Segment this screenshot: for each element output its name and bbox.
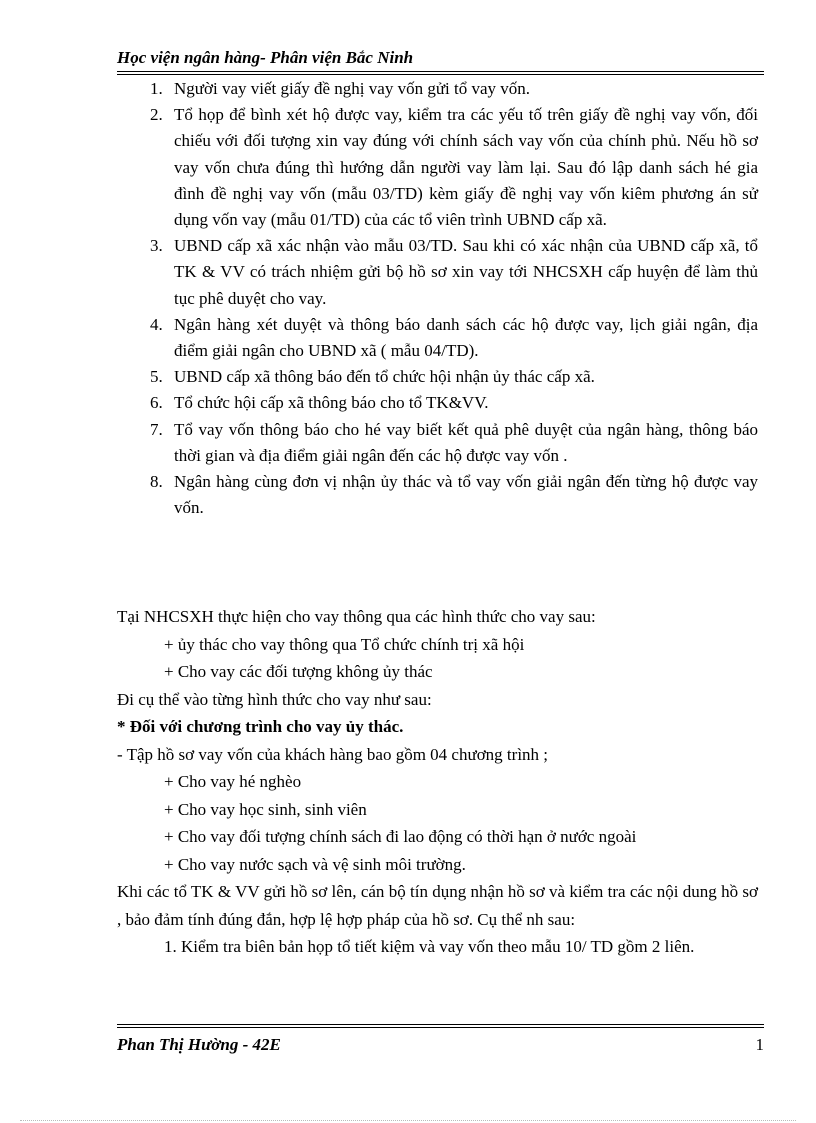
program-item: + Cho vay đối tượng chính sách đi lao động có thời hạn ở nước ngoài [164, 827, 637, 846]
header-title: Học viện ngân hàng- Phân viện Bắc Ninh [117, 48, 414, 67]
program-item: + Cho vay học sinh, sinh viên [164, 799, 367, 819]
step-item [117, 76, 758, 102]
step-number: 8. [150, 472, 163, 492]
step-text: Tổ chức hội cấp xã thông báo cho tổ TK&VV. [174, 393, 489, 413]
step-text: Người vay viết giấy đề nghị vay vốn gửi tổ vay vốn. [174, 79, 531, 98]
section-heading: * Đối với chương trình cho vay ủy thác. [117, 717, 404, 736]
step-number: 5. [150, 367, 163, 387]
form-item: + ủy thác cho vay thông qua Tổ chức chính trị xã hội [164, 634, 525, 654]
program-item: + Cho vay hé nghèo [164, 772, 302, 791]
step-item [117, 469, 758, 521]
step-text: Tổ họp để bình xét hộ được vay, kiểm tra các yếu tố trên giấy đề nghị vay vốn, đối chiếu với đối tượng xin vay đúng với chính sách vay vốn của chính phủ. Nếu hồ sơ vay vốn chưa đúng thì hướng dẫn người vay làm lại. Sau đó lập danh sách hé gia đình đề nghị vay vốn (mẫu 03/TD) kèm giấy đề nghị vay vốn kiêm phương án sử dụng vốn vay (mẫu 01/TD) của các tổ viên trình UBND cấp xã. [174, 105, 758, 230]
check-paragraph: Khi các tổ TK & VV gửi hồ sơ lên, cán bộ tín dụng nhận hồ sơ và kiểm tra các nội dung hồ sơ , bảo đảm tính đúng đắn, hợp lệ hợp pháp của hồ sơ. Cụ thể nh sau: [117, 882, 758, 929]
dossier-paragraph: - Tập hồ sơ vay vốn của khách hàng bao gồm 04 chương trình ; [117, 744, 549, 764]
body-section [117, 603, 758, 961]
step-item [117, 417, 758, 469]
step-item [117, 102, 758, 233]
step-item [117, 233, 758, 312]
step-number: 4. [150, 314, 163, 334]
step-number: 2. [150, 105, 163, 125]
form-item: + Cho vay các đối tượng không ủy thác [164, 662, 433, 681]
step-number: 1. [150, 79, 163, 98]
program-item: + Cho vay nước sạch và vệ sinh môi trường. [164, 854, 466, 874]
step-item [117, 364, 758, 390]
step-number: 7. [150, 419, 163, 439]
step-item [117, 390, 758, 416]
footer-rule-top [117, 1024, 764, 1025]
page-edge-divider [20, 1120, 796, 1121]
header-rule-top [117, 71, 764, 72]
step-text: UBND cấp xã thông báo đến tổ chức hội nhận ủy thác cấp xã. [174, 367, 595, 387]
page-number: 1 [755, 1035, 764, 1054]
header-rule-bottom [117, 74, 764, 75]
step-text: Ngân hàng xét duyệt và thông báo danh sách các hộ được vay, lịch giải ngân, địa điểm giải ngân cho UBND xã ( mẫu 04/TD). [174, 314, 758, 361]
step-text: UBND cấp xã xác nhận vào mẫu 03/TD. Sau khi có xác nhận của UBND cấp xã, tổ TK & VV có trách nhiệm gửi bộ hồ sơ xin vay tới NHCSXH cấp huyện để làm thủ tục phê duyệt cho vay. [174, 236, 758, 308]
step-item [117, 312, 758, 364]
procedure-steps [117, 76, 758, 521]
intro-paragraph: Tại NHCSXH thực hiện cho vay thông qua các hình thức cho vay sau: [117, 607, 596, 626]
step-text: Tổ vay vốn thông báo cho hé vay biết kết quả phê duyệt của ngân hàng, thông báo thời gian và địa điểm giải ngân đến các hộ được vay vốn . [174, 419, 758, 465]
check-item: 1. Kiểm tra biên bản họp tổ tiết kiệm và vay vốn theo mẫu 10/ TD gồm 2 liên. [164, 937, 695, 956]
step-number: 3. [150, 236, 163, 256]
footer-author: Phan Thị Hường - 42E [117, 1035, 281, 1054]
detail-paragraph: Đi cụ thể vào từng hình thức cho vay như sau: [117, 689, 432, 709]
step-number: 6. [150, 393, 163, 413]
footer-rule-bottom [117, 1027, 764, 1028]
step-text: Ngân hàng cùng đơn vị nhận ủy thác và tổ vay vốn giải ngân đến từng hộ được vay vốn. [174, 472, 758, 518]
